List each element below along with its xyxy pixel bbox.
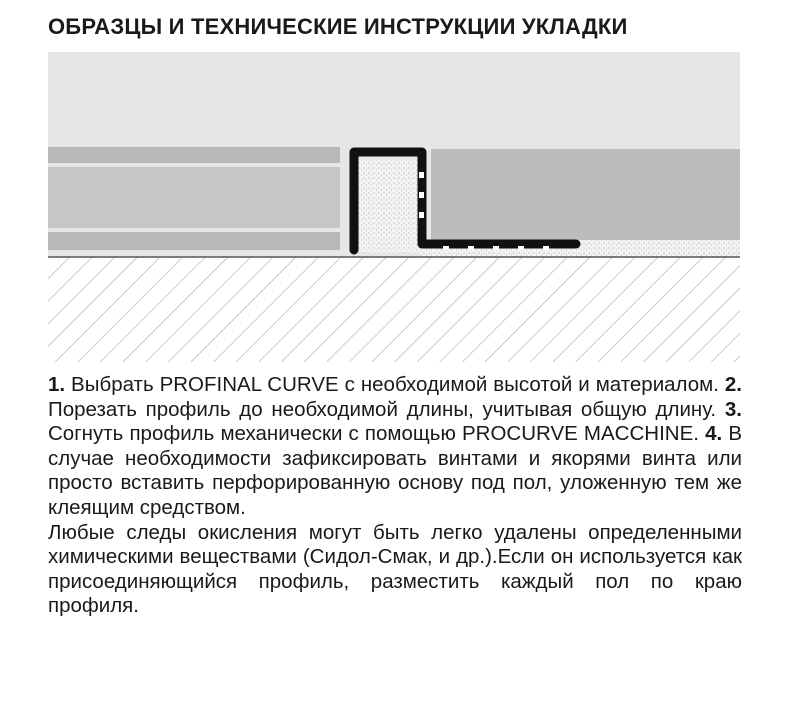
substrate-hatch	[48, 257, 740, 362]
step-2-text: Порезать профиль до необходимой длины, учитывая общую длину.	[48, 397, 725, 421]
step-3-text: Согнуть профиль механически с помощью PROCURVE MACCHINE.	[48, 422, 706, 446]
step-1-text: Выбрать PROFINAL CURVE с необходимой высотой и материалом.	[65, 373, 725, 396]
steps-paragraph	[48, 373, 742, 521]
step-1-number: 1.	[48, 373, 66, 396]
right-floor-tile	[431, 149, 740, 242]
step-4-text: В случае необходимости зафиксировать винтами и якорями винта или просто вставить перфорированную основу под пол, уложенную тем же клеящим средством.	[48, 422, 743, 519]
page-title: ОБРАЗЦЫ И ТЕХНИЧЕСКИЕ ИНСТРУКЦИИ УКЛАДКИ	[48, 14, 628, 39]
note-paragraph: Любые следы окисления могут быть легко удалены определенными химическими веществами (Сидол-Смак, и др.).Если он используется как присоединяющийся профиль, разместить каждый пол по краю профиля.	[48, 520, 742, 618]
step-4-number: 4.	[705, 422, 723, 446]
left-floor-tile	[48, 147, 340, 250]
step-3-number: 3.	[724, 397, 742, 421]
profile-cross-section-diagram	[48, 52, 740, 362]
instructions-text	[48, 373, 742, 619]
profile-infill	[359, 160, 421, 252]
step-2-number: 2.	[724, 373, 742, 396]
